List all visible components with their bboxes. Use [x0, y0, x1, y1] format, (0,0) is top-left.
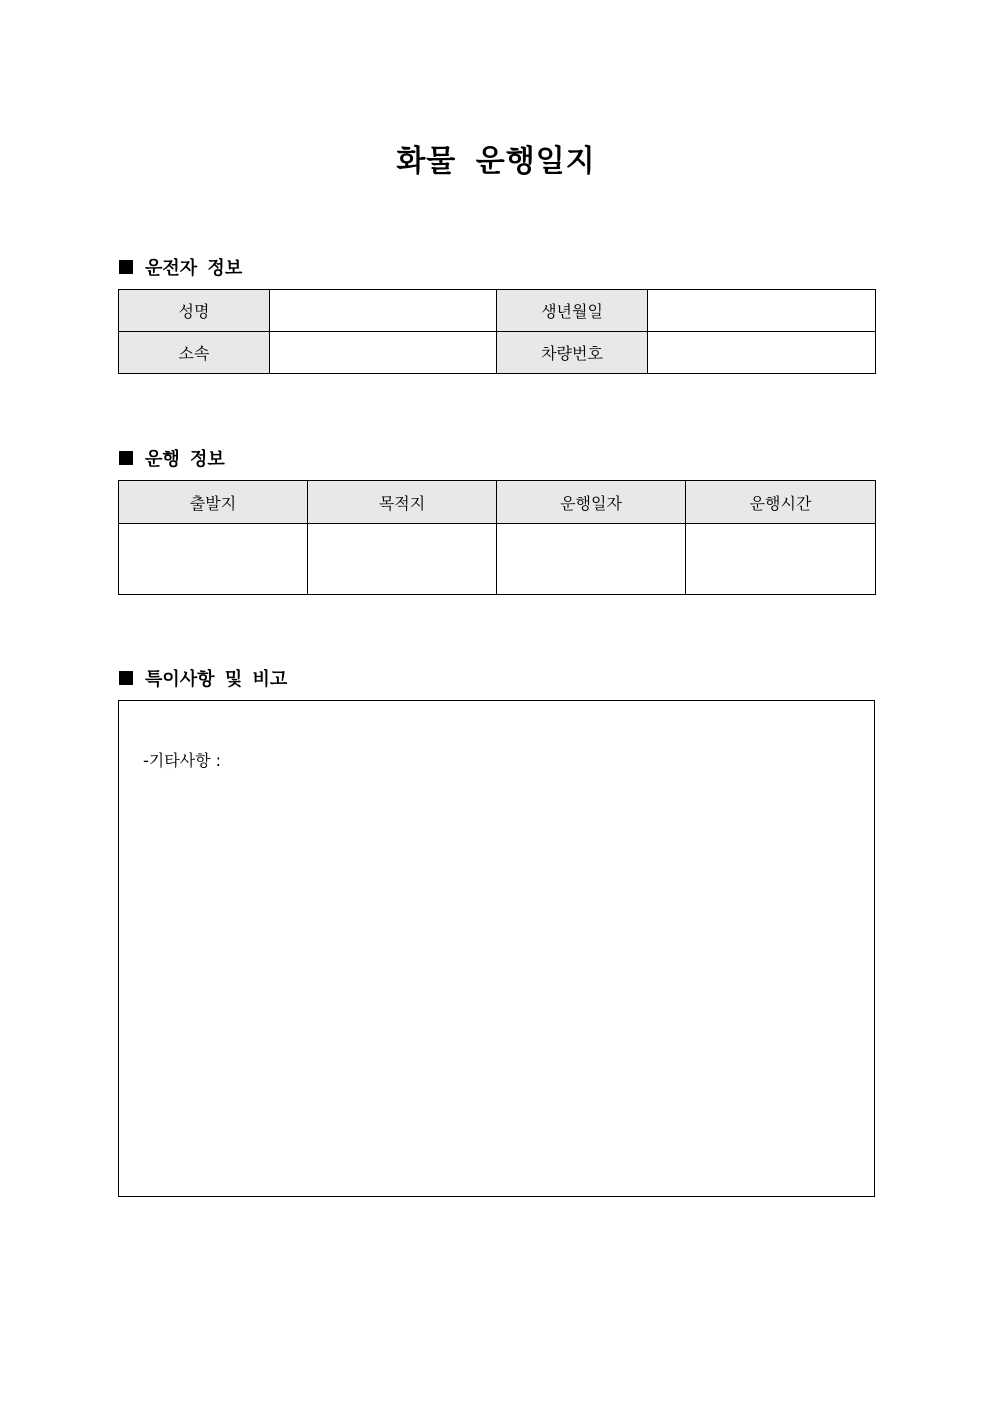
vehicle-number-label: 차량번호: [497, 332, 648, 374]
trip-info-table: [118, 480, 876, 595]
destination-field[interactable]: [308, 524, 497, 595]
remarks-field[interactable]: [118, 700, 875, 1197]
affiliation-label: 소속: [119, 332, 270, 374]
table-row: [119, 332, 876, 374]
remarks-section-heading: [119, 665, 287, 691]
birthdate-label: 생년월일: [497, 290, 648, 332]
remarks-section-title: 특이사항 및 비고: [145, 669, 288, 690]
square-bullet-icon: [119, 260, 133, 274]
origin-field[interactable]: [119, 524, 308, 595]
driver-info-table: [118, 289, 876, 374]
birthdate-field[interactable]: [648, 290, 876, 332]
document-title: 화물 운행일지: [396, 144, 596, 179]
square-bullet-icon: [119, 671, 133, 685]
driver-section-heading: [119, 254, 242, 280]
table-row: [119, 524, 876, 595]
table-row: [119, 290, 876, 332]
affiliation-field[interactable]: [270, 332, 497, 374]
origin-header: 출발지: [119, 481, 308, 524]
driver-section-title: 운전자 정보: [145, 258, 243, 279]
name-field[interactable]: [270, 290, 497, 332]
other-notes-label: -기타사항 :: [143, 751, 222, 770]
trip-date-field[interactable]: [497, 524, 686, 595]
vehicle-number-field[interactable]: [648, 332, 876, 374]
table-header-row: [119, 481, 876, 524]
square-bullet-icon: [119, 451, 133, 465]
trip-time-field[interactable]: [686, 524, 876, 595]
trip-date-header: 운행일자: [497, 481, 686, 524]
trip-time-header: 운행시간: [686, 481, 876, 524]
destination-header: 목적지: [308, 481, 497, 524]
trip-section-heading: [119, 445, 225, 471]
name-label: 성명: [119, 290, 270, 332]
trip-section-title: 운행 정보: [145, 449, 225, 470]
